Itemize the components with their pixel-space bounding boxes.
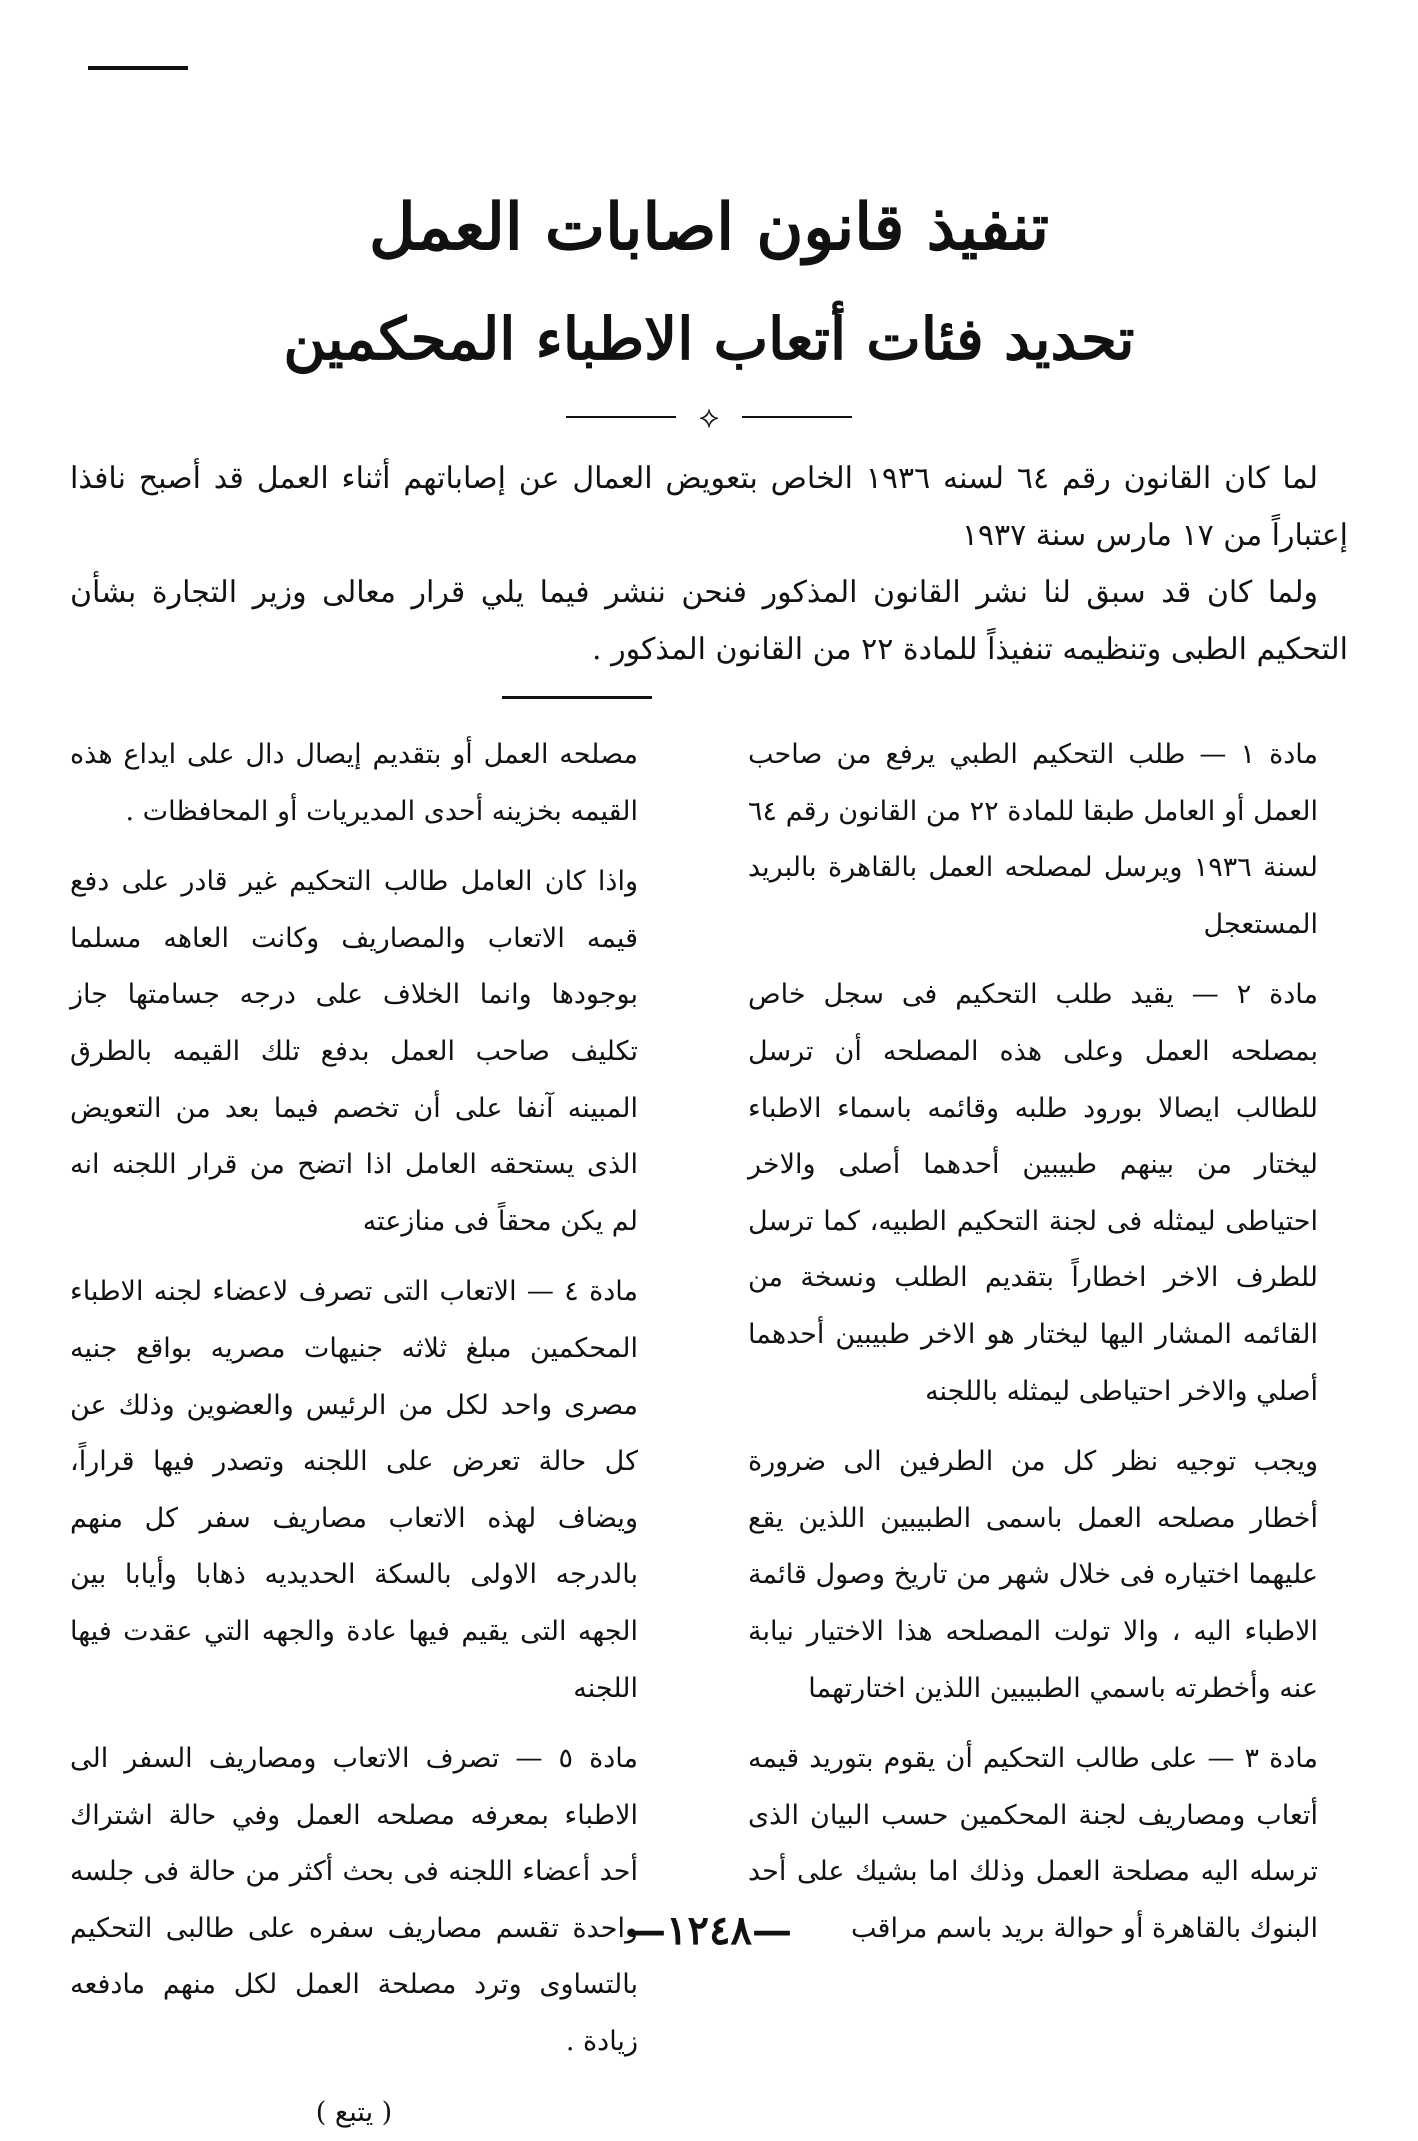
continued-note: ( يتبع ) xyxy=(315,2096,393,2128)
intro-paragraph-1: لما كان القانون رقم ٦٤ لسنه ١٩٣٦ الخاص بتعويض العمال عن إصاباتهم أثناء العمل قد أصبح نافذا إعتباراً من ١٧ مارس سنة ١٩٣٧ xyxy=(70,461,1348,553)
ornament-dash-left xyxy=(566,416,676,418)
intro-paragraph-2: ولما كان قد سبق لنا نشر القانون المذكور فنحن ننشر فيما يلي قرار معالى وزير التجارة بشأن التحكيم الطبى وتنظيمه تنفيذاً للمادة ٢٢ من القانون المذكور . xyxy=(70,575,1348,667)
article-3-note: واذا كان العامل طالب التحكيم غير قادر على دفع قيمه الاتعاب والمصاريف وكانت العاهه مسلما بوجودها وانما الخلاف على درجه جسامتها جاز تكليف صاحب العمل بدفع تلك القيمه بالطرق المبينه آنفا على أن تخصم فيما بعد من التعويض الذى يستحقه العامل اذا اتضح من قرار اللجنه انه لم يكن محقاً فى منازعته xyxy=(70,866,638,1237)
article-4: مادة ٤ — الاتعاب التى تصرف لاعضاء لجنه الاطباء المحكمين مبلغ ثلاثه جنيهات مصريه بواقع جنيه مصرى واحد لكل من الرئيس والعضوين وذلك عن كل حالة تعرض على اللجنه وتصدر فيها قراراً، ويضاف لهذه الاتعاب مصاريف سفر كل منهم بالدرجه الاولى بالسكة الحديديه ذهابا وأيابا بين الجهه التى يقيم فيها عادة والجهه التي عقدت فيها اللجنه xyxy=(70,1276,638,1704)
right-column xyxy=(748,727,1318,1971)
article-2-note: ويجب توجيه نظر كل من الطرفين الى ضرورة أخطار مصلحه العمل باسمى الطبيبين اللذين يقع عليهما اختياره فى خلال شهر من تاريخ وصول قائمة الاطباء اليه ، والا تولت المصلحه هذا الاختيار نيابة عنه وأخطرته باسمي الطبيبين اللذين اختارتهما xyxy=(748,1446,1318,1704)
article-1: مادة ١ — طلب التحكيم الطبي يرفع من صاحب العمل أو العامل طبقا للمادة ٢٢ من القانون رقم ٦٤ لسنة ١٩٣٦ ويرسل لمصلحه العمل بالقاهرة بالبريد المستعجل xyxy=(748,739,1318,940)
article-2: مادة ٢ — يقيد طلب التحكيم فى سجل خاص بمصلحه العمل وعلى هذه المصلحه أن ترسل للطالب ايصالا بورود طلبه وقائمه باسماء الاطباء ليختار من بينهم طبيبين أحدهما أصلى والاخر احتياطى ليمثله فى لجنة التحكيم الطبيه، كما ترسل للطرف الاخر اخطاراً بتقديم الطلب ونسخة من القائمه المشار اليها ليختار هو الاخر طبيبين أحدهما أصلي والاخر احتياطى ليمثله باللجنه xyxy=(748,979,1318,1407)
ornament-dash-right xyxy=(742,416,852,418)
article-5: مادة ٥ — تصرف الاتعاب ومصاريف السفر الى الاطباء بمعرفه مصلحه العمل وفي حالة اشتراك أحد أعضاء اللجنه فى بحث أكثر من حالة فى جلسه واحدة تقسم مصاريف سفره على طالبى التحكيم بالتساوى وترد مصلحة العمل لكل منهم مادفعه زيادة . xyxy=(70,1743,638,2058)
corner-rule xyxy=(88,66,188,70)
section-divider xyxy=(502,696,652,699)
title-ornament xyxy=(0,398,1418,435)
intro-section xyxy=(70,450,1348,678)
page-title: تنفيذ قانون اصابات العمل xyxy=(368,190,1050,265)
article-3: مادة ٣ — على طالب التحكيم أن يقوم بتوريد قيمه أتعاب ومصاريف لجنة المحكمين حسب البيان الذى ترسله اليه مصلحة العمل وذلك اما بشيك على أحد البنوك بالقاهرة أو حوالة بريد باسم مراقب xyxy=(748,1743,1318,1944)
page-subtitle: تحديد فئات أتعاب الاطباء المحكمين xyxy=(283,305,1135,373)
article-3-continued: مصلحه العمل أو بتقديم إيصال دال على ايداع هذه القيمه بخزينه أحدى المديريات أو المحافظات . xyxy=(70,739,638,827)
page-number: —١٢٤٨— xyxy=(626,1907,792,1954)
ornament-icon: ⟡ xyxy=(699,399,719,435)
